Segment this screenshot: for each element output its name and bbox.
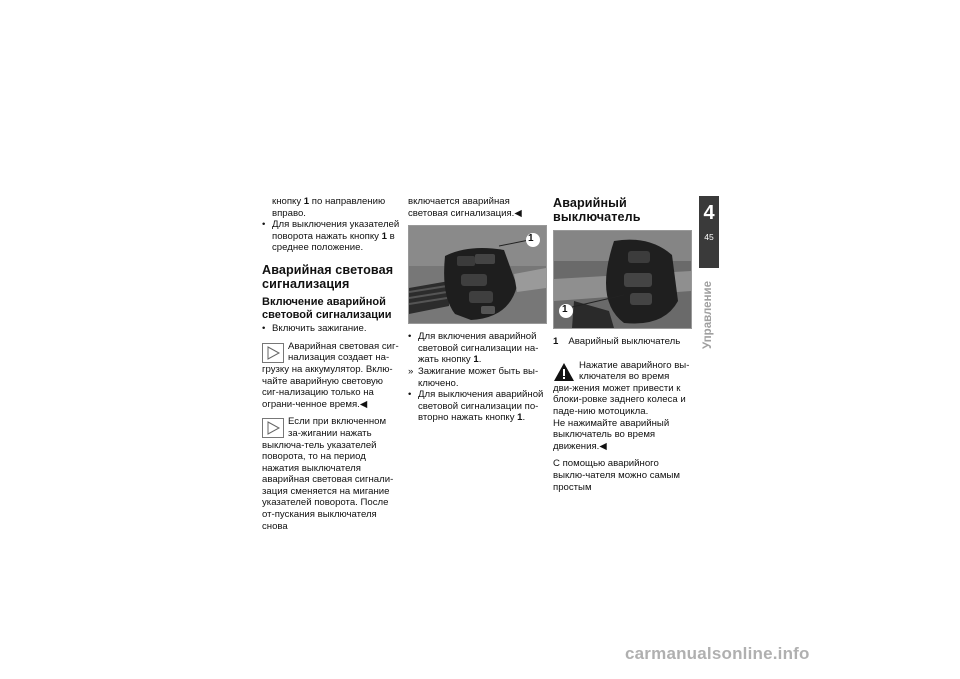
end-mark: ◀ xyxy=(359,398,368,410)
note-triangle-icon xyxy=(262,418,284,438)
photo-callout-label: 1 xyxy=(562,304,568,315)
bullet-item-hazard-off: • Для выключения аварийной световой сигнализации по-вторно нажать кнопку 1. xyxy=(408,389,544,424)
bullet-item-ignition: • Включить зажигание. xyxy=(262,323,367,335)
continued-text: кнопку 1 по направлению вправо. xyxy=(272,196,386,219)
watermark: carmanualsonline.info xyxy=(625,644,810,663)
subheading-enable-hazard: Включение аварийной световой сигнализации xyxy=(262,295,392,321)
photo-emergency-switch xyxy=(553,230,692,329)
bullet-item-hazard-on: • Для включения аварийной световой сигнализации на-жать кнопку 1. xyxy=(408,331,539,366)
handlebar-switch-image xyxy=(409,226,546,323)
bullet-item-turn-off: • Для выключения указателей поворота нажать кнопку 1 в среднее положение. xyxy=(262,219,400,254)
emergency-switch-image xyxy=(554,231,691,328)
continued-text: включается аварийная световая сигнализация.◀ xyxy=(408,196,522,219)
photo-hazard-switch xyxy=(408,225,547,324)
chapter-side-label: Управление xyxy=(702,281,715,349)
column-middle xyxy=(408,196,546,424)
photo-callout-label: 1 xyxy=(528,233,534,245)
end-mark: ◀ xyxy=(599,440,607,452)
result-item-ignition: » Зажигание может быть вы-ключено. xyxy=(408,365,539,389)
page-number: 45 xyxy=(704,232,714,242)
warning-block: Нажатие аварийного вы-ключателя во время дви-жения может привести к блоки-ровке заднего колеса и паде-нию мотоцикла. Не нажимайте аварийный выключатель во время движения.◀ xyxy=(553,359,690,452)
column-left xyxy=(262,196,400,532)
note-battery: Аварийная световая сиг-нализация создает на-грузку на аккумулятор. Вклю-чайте аварийную световую сиг-нализацию только на ограни-ченное время.◀ xyxy=(262,340,399,410)
note-turn-signal: Если при включенном за-жигании нажать выключа-тель указателей поворота, то на период нажатия выключателя аварийная световая сигнали-зация сменяется на мигание указателей поворота. После от-пускания выключателя снова xyxy=(262,416,394,532)
figure-caption: 1 Аварийный выключатель xyxy=(553,336,681,347)
end-mark: ◀ xyxy=(514,207,522,219)
chapter-tab xyxy=(699,196,719,268)
paragraph-emergency-switch: С помощью аварийного выклю-чателя можно самым простым xyxy=(553,458,680,493)
column-right xyxy=(553,196,691,493)
section-heading-emergency-switch: Аварийный выключатель xyxy=(553,196,641,224)
warning-triangle-icon xyxy=(553,362,575,382)
chapter-number: 4 xyxy=(703,202,715,224)
section-heading-hazard: Аварийная световая сигнализация xyxy=(262,262,394,291)
note-triangle-icon xyxy=(262,343,284,363)
